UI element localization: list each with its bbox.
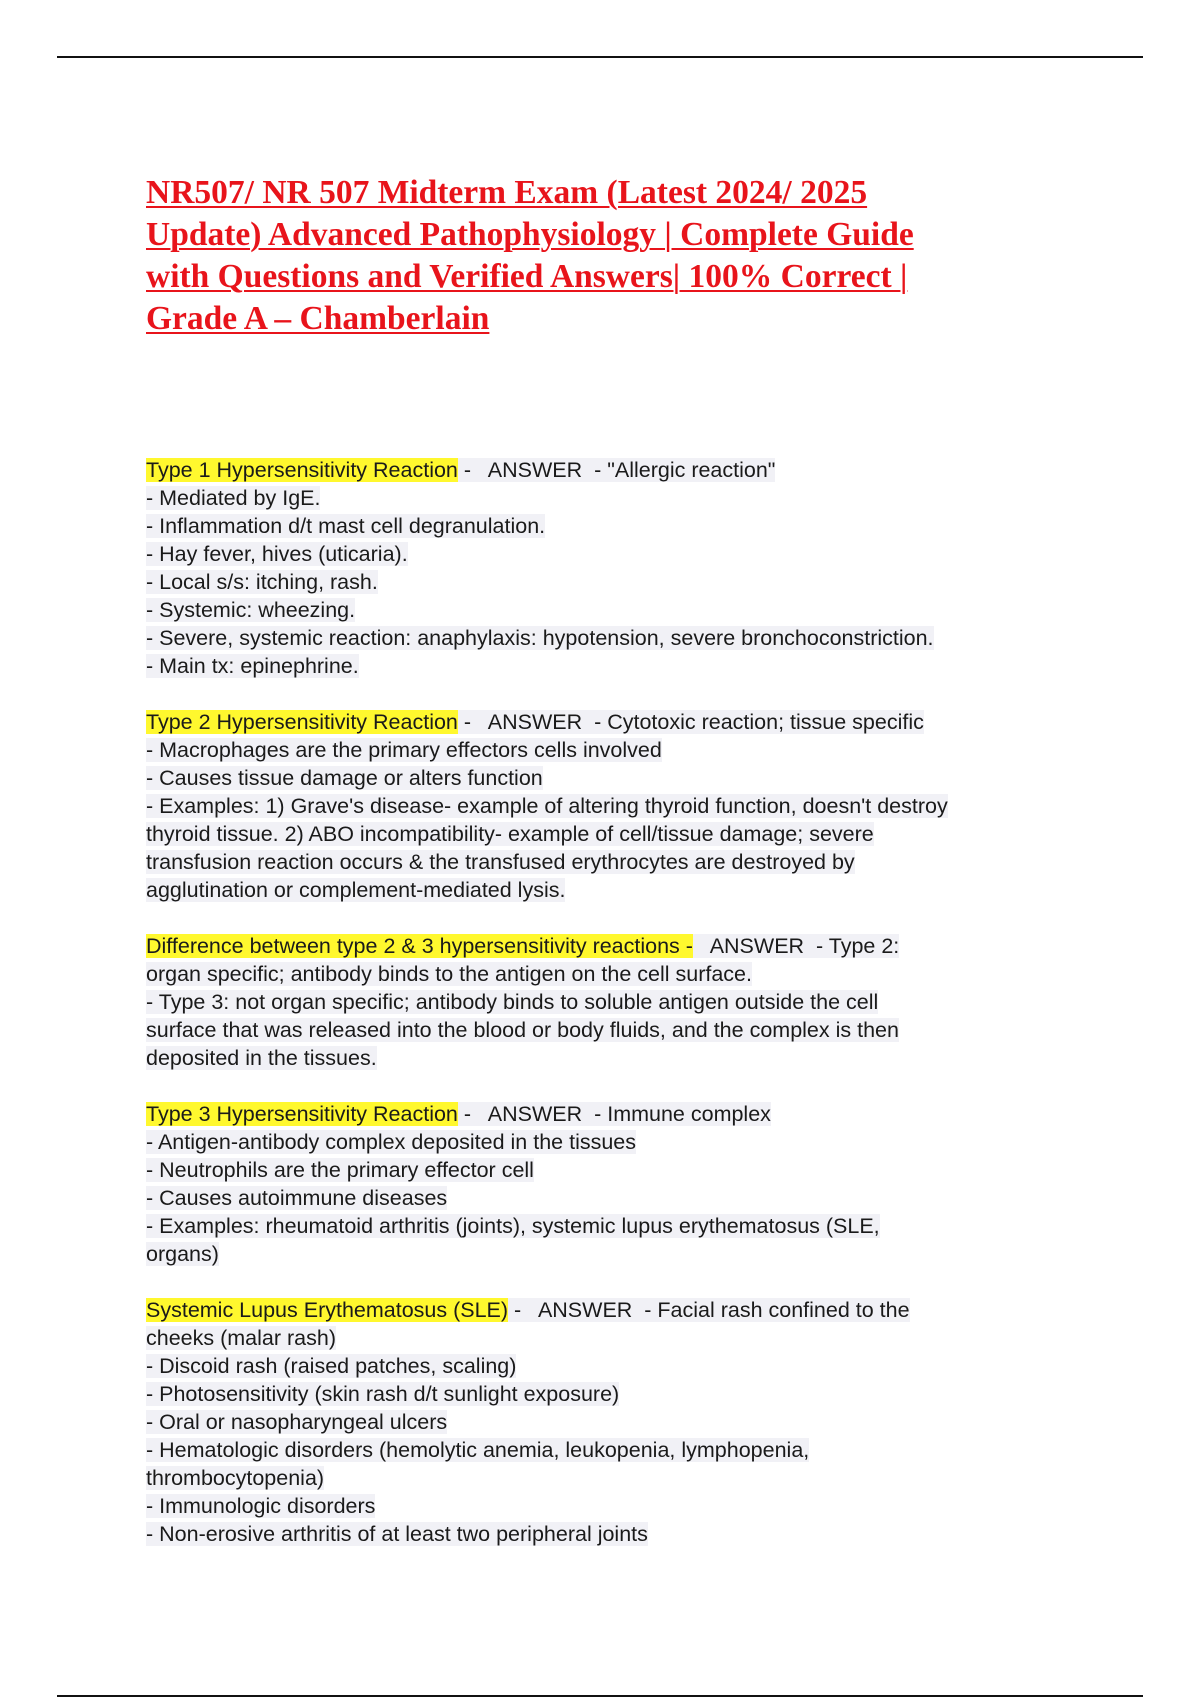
entry-line: - Hay fever, hives (uticaria). xyxy=(146,542,408,566)
answer-first-line: "Allergic reaction" xyxy=(607,458,776,482)
entry-term: Difference between type 2 & 3 hypersensitivity reactions - xyxy=(146,934,693,958)
answer-first-line: Facial rash confined to the xyxy=(657,1298,910,1322)
entry-line: organs) xyxy=(146,1242,219,1266)
entry-line: - Causes tissue damage or alters function xyxy=(146,766,543,790)
entry-line: - Main tx: epinephrine. xyxy=(146,654,359,678)
answer-label: ANSWER - xyxy=(487,458,608,482)
entry-separator: - xyxy=(508,1298,538,1322)
qa-entry-type2 xyxy=(146,708,1076,904)
entry-line: - Hematologic disorders (hemolytic anemia, leukopenia, lymphopenia, xyxy=(146,1438,810,1462)
entry-line: - Local s/s: itching, rash. xyxy=(146,570,378,594)
title-line: Update) Advanced Pathophysiology | Complete Guide xyxy=(146,216,914,253)
entry-line: agglutination or complement-mediated lysis. xyxy=(146,878,566,902)
answer-label: ANSWER - xyxy=(487,710,608,734)
answer-label: ANSWER - xyxy=(709,934,829,958)
entry-separator: - xyxy=(457,710,488,734)
entry-line: thyroid tissue. 2) ABO incompatibility- example of cell/tissue damage; severe xyxy=(146,822,874,846)
entry-term: Systemic Lupus Erythematosus (SLE) xyxy=(146,1298,509,1322)
entry-line: - Non-erosive arthritis of at least two peripheral joints xyxy=(146,1522,648,1546)
entry-line: - Immunologic disorders xyxy=(146,1494,376,1518)
answer-label: ANSWER - xyxy=(537,1298,658,1322)
entry-line: cheeks (malar rash) xyxy=(146,1326,336,1350)
answer-label: ANSWER - xyxy=(487,1102,608,1126)
qa-entry-sle xyxy=(146,1296,1076,1548)
entry-heading-line xyxy=(146,708,1076,736)
entry-line: organ specific; antibody binds to the antigen on the cell surface. xyxy=(146,962,752,986)
bottom-rule xyxy=(57,1695,1143,1697)
answer-first-line: Cytotoxic reaction; tissue specific xyxy=(607,710,924,734)
entry-separator: - xyxy=(457,1102,488,1126)
entry-heading-line xyxy=(146,456,1076,484)
entry-line: - Examples: rheumatoid arthritis (joints), systemic lupus erythematosus (SLE, xyxy=(146,1214,880,1238)
entry-line: - Severe, systemic reaction: anaphylaxis: hypotension, severe bronchoconstriction. xyxy=(146,626,934,650)
entry-line: - Oral or nasopharyngeal ulcers xyxy=(146,1410,448,1434)
entry-term: Type 3 Hypersensitivity Reaction xyxy=(146,1102,458,1126)
entry-line: - Systemic: wheezing. xyxy=(146,598,356,622)
entry-line: - Examples: 1) Grave's disease- example of altering thyroid function, doesn't destroy xyxy=(146,794,948,818)
document-title xyxy=(146,172,1046,340)
entry-term: Type 2 Hypersensitivity Reaction xyxy=(146,710,458,734)
answer-first-line: Immune complex xyxy=(607,1102,771,1126)
entry-line: transfusion reaction occurs & the transfused erythrocytes are destroyed by xyxy=(146,850,855,874)
entry-line: - Macrophages are the primary effectors cells involved xyxy=(146,738,662,762)
entry-term: Type 1 Hypersensitivity Reaction xyxy=(146,458,458,482)
entry-line: - Inflammation d/t mast cell degranulation. xyxy=(146,514,546,538)
title-line: NR507/ NR 507 Midterm Exam (Latest 2024/ 2025 xyxy=(146,174,868,211)
entry-line: surface that was released into the blood or body fluids, and the complex is then xyxy=(146,1018,899,1042)
entry-line: - Discoid rash (raised patches, scaling) xyxy=(146,1354,517,1378)
entry-line: - Type 3: not organ specific; antibody binds to soluble antigen outside the cell xyxy=(146,990,879,1014)
answer-first-line: Type 2: xyxy=(828,934,900,958)
entry-separator xyxy=(693,934,710,958)
entry-line: - Antigen-antibody complex deposited in the tissues xyxy=(146,1130,637,1154)
top-rule xyxy=(57,56,1143,58)
qa-entry-difference xyxy=(146,932,1076,1072)
entry-line: - Causes autoimmune diseases xyxy=(146,1186,448,1210)
entry-heading-line xyxy=(146,1296,1076,1324)
title-line: Grade A – Chamberlain xyxy=(146,300,490,337)
title-line: with Questions and Verified Answers| 100% Correct | xyxy=(146,258,908,295)
entry-separator: - xyxy=(457,458,488,482)
qa-entry-type1 xyxy=(146,456,1076,680)
entry-line: - Photosensitivity (skin rash d/t sunlight exposure) xyxy=(146,1382,620,1406)
qa-entry-type3 xyxy=(146,1100,1076,1268)
entry-heading-line xyxy=(146,932,1076,960)
qa-entries xyxy=(146,456,1076,1576)
entry-line: deposited in the tissues. xyxy=(146,1046,377,1070)
entry-heading-line xyxy=(146,1100,1076,1128)
entry-line: thrombocytopenia) xyxy=(146,1466,325,1490)
entry-line: - Mediated by IgE. xyxy=(146,486,321,510)
entry-line: - Neutrophils are the primary effector cell xyxy=(146,1158,534,1182)
